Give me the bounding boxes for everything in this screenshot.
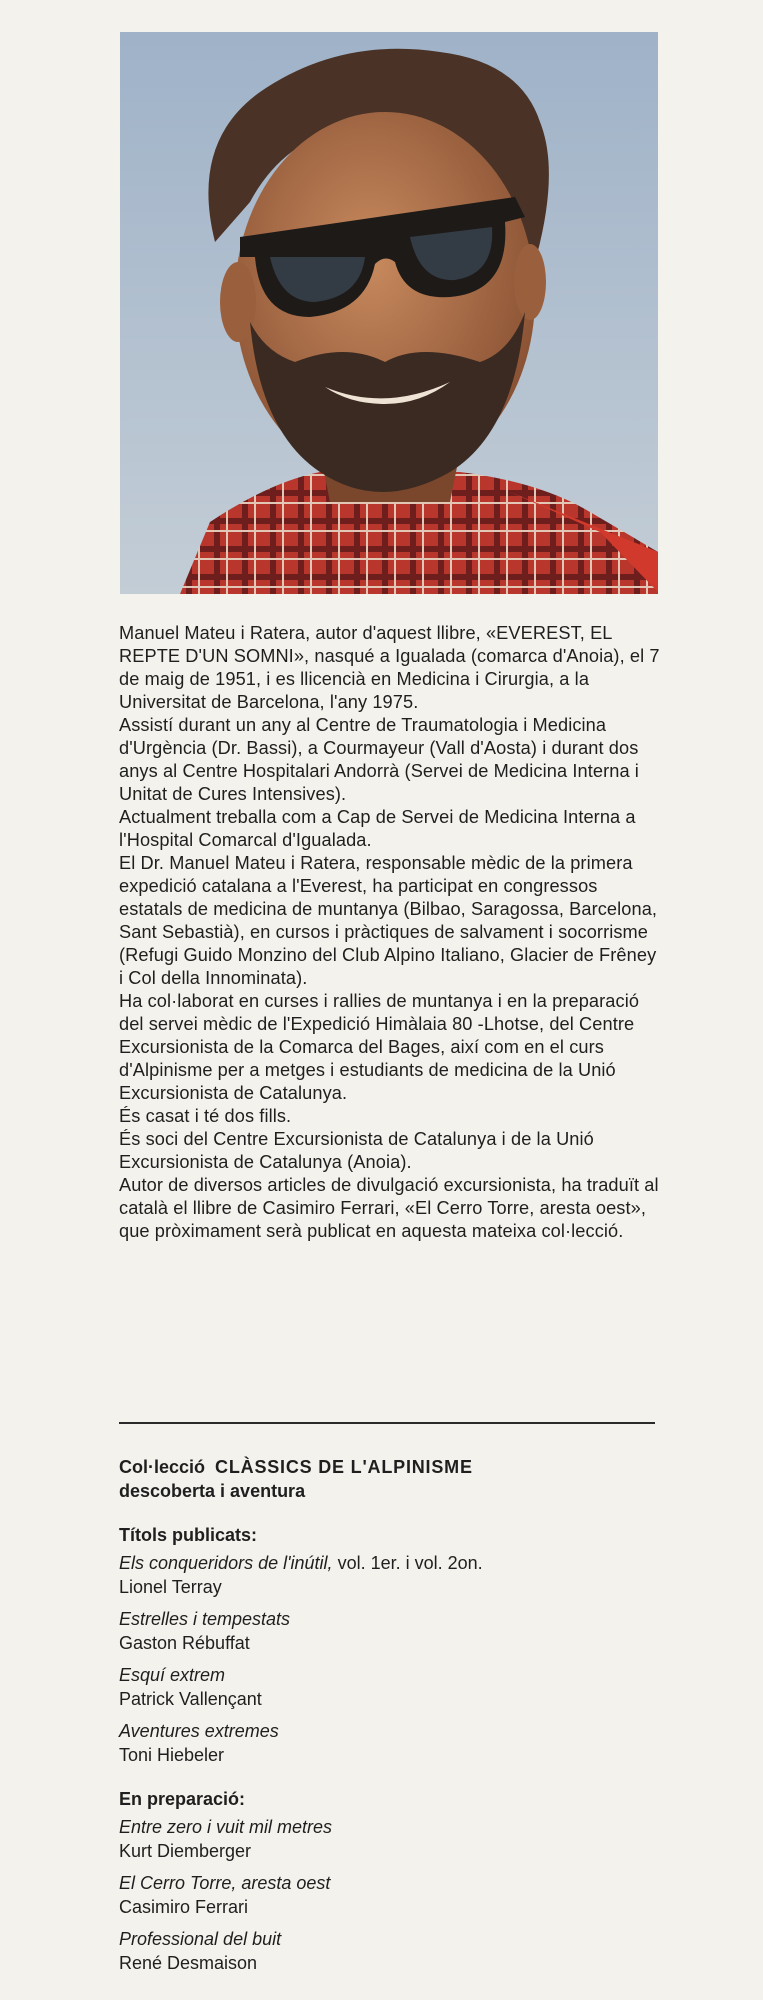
collection-name: CLÀSSICS DE L'ALPINISME [215, 1457, 473, 1477]
book-title: Aventures extremes [119, 1721, 279, 1741]
bio-paragraph: És soci del Centre Excursionista de Catalunya i de la Unió Excursionista de Catalunya (Anoia). [119, 1129, 594, 1172]
bio-paragraph: Autor de diversos articles de divulgació excursionista, ha traduït al català el llibre de Casimiro Ferrari, «El Cerro Torre, aresta oest», que pròximament serà publicat en aquesta mateixa col·lecció. [119, 1175, 659, 1241]
book-title: Esquí extrem [119, 1665, 226, 1685]
bio-paragraph: Manuel Mateu i Ratera, autor d'aquest llibre, «EVEREST, EL REPTE D'UN SOMNI», nasqué a Igualada (comarca d'Anoia), el 7 de maig de 1951, i es llicencià en Medicina i Cirurgia, a la Universitat de Barcelona, l'any 1975. [119, 623, 660, 712]
book-author: Lionel Terray [119, 1577, 222, 1597]
book-title: Entre zero i vuit mil metres [119, 1817, 333, 1837]
portrait-photo-icon [120, 32, 658, 594]
book-title: El Cerro Torre, aresta oest [119, 1873, 331, 1893]
book-author: Gaston Rébuffat [119, 1633, 250, 1653]
list-item [119, 1663, 664, 1711]
book-extra: vol. 1er. i vol. 2on. [332, 1553, 483, 1573]
list-item [119, 1607, 664, 1655]
author-portrait-photo [120, 32, 658, 594]
preparing-heading: En preparació: [119, 1789, 246, 1809]
preparing-list [119, 1815, 664, 1975]
book-title: Estrelles i tempestats [119, 1609, 291, 1629]
list-item [119, 1719, 664, 1767]
section-divider [119, 1422, 655, 1424]
book-author: René Desmaison [119, 1953, 258, 1973]
bio-paragraph: El Dr. Manuel Mateu i Ratera, responsable mèdic de la primera expedició catalana a l'Everest, ha participat en congressos estatals de medicina de muntanya (Bilbao, Saragossa, Barcelona, Sant Sebastià), en cursos i pràctiques de salvament i socorrisme (Refugi Guido Monzino del Club Alpino Italiano, Glacier de Frêney i Col della Innominata). [119, 853, 658, 988]
book-title: Professional del buit [119, 1929, 282, 1949]
list-item [119, 1815, 664, 1863]
bio-paragraph: Actualment treballa com a Cap de Servei de Medicina Interna a l'Hospital Comarcal d'Igualada. [119, 807, 636, 850]
book-author: Casimiro Ferrari [119, 1897, 249, 1917]
book-author: Kurt Diemberger [119, 1841, 252, 1861]
collection-title [119, 1455, 664, 1479]
bio-paragraph: És casat i té dos fills. [119, 1106, 292, 1126]
bio-paragraph: Assistí durant un any al Centre de Traumatologia i Medicina d'Urgència (Dr. Bassi), a Courmayeur (Vall d'Aosta) i durant dos anys al Centre Hospitalari Andorrà (Servei de Medicina Interna i Unitat de Cures Intensives). [119, 715, 639, 804]
book-title: Els conqueridors de l'inútil, [119, 1553, 333, 1573]
author-biography [119, 622, 664, 1243]
collection-prefix: Col·lecció [119, 1457, 206, 1477]
published-heading: Títols publicats: [119, 1525, 258, 1545]
collection-info [119, 1455, 664, 1983]
published-list [119, 1551, 664, 1767]
list-item [119, 1551, 664, 1599]
book-author: Toni Hiebeler [119, 1745, 225, 1765]
bio-paragraph: Ha col·laborat en curses i rallies de muntanya i en la preparació del servei mèdic de l'Expedició Himàlaia 80 -Lhotse, del Centre Excursionista de la Comarca del Bages, així com en el curs d'Alpinisme per a metges i estudiants de medicina de la Unió Excursionista de Catalunya. [119, 991, 640, 1103]
book-author: Patrick Vallençant [119, 1689, 262, 1709]
list-item [119, 1927, 664, 1975]
list-item [119, 1871, 664, 1919]
collection-subtitle: descoberta i aventura [119, 1481, 306, 1501]
